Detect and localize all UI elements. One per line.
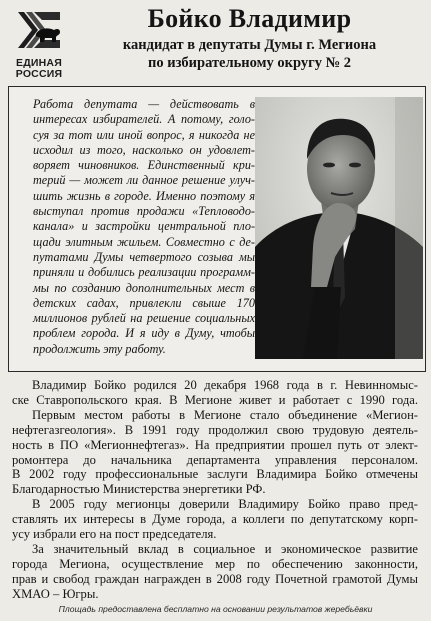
bio-line: За значительный вклад в социальное и экономическое развитие <box>32 541 418 556</box>
bio-line: города Мегиона, осуществление мер по обеспечению законности, <box>12 556 418 571</box>
candidate-portrait-icon <box>255 97 423 359</box>
quote-line: путатами Думы четвертого созыва мы <box>33 249 255 264</box>
logo-text-bottom: РОССИЯ <box>15 68 63 80</box>
logo-text-top: ЕДИНАЯ <box>16 57 62 69</box>
bio-line: ставлять их интересы в Думе города, а коллеги по депутатскому корп- <box>12 512 418 527</box>
quote-line: проблем города. И я иду в Думу, чтобы <box>33 326 255 341</box>
bio-line: ске Ставропольского края. В Мегионе живет и работает с 1990 года. <box>12 392 418 407</box>
quote-box <box>8 86 426 372</box>
bio-line: В 2002 году профессиональные заслуги Владимира Бойко отмечены <box>12 467 418 482</box>
quote-line: миллионов рублей на решение социальных <box>33 311 255 326</box>
bear-emblem-icon <box>14 6 64 56</box>
quote-line: исходил из того, насколько он удовлет- <box>33 142 255 157</box>
candidate-photo <box>255 97 423 359</box>
bio-line: прав и свобод граждан награжден в 2008 году Почетной грамотой Думы <box>12 571 418 586</box>
quote-line: щади элитным жильем. Совместно с де- <box>33 234 255 249</box>
bio-line: ромонтера до начальника департамента управления персоналом. <box>12 452 418 467</box>
quote-line: детских садах, привлекли свыше 170 <box>33 295 255 310</box>
quote-line: терий — может ли данное решение улуч- <box>33 173 255 188</box>
quote-line: суя за тот или иной вопрос, я никогда не <box>33 127 255 142</box>
bio-line: усу избрали его на пост председателя. <box>12 527 217 542</box>
quote-line: шить жизнь в городе. Именно поэтому я <box>33 188 255 203</box>
quote-line: мы по созданию дополнительных мест в <box>33 280 255 295</box>
quote-line: интересах избирателей. А потому, голо- <box>33 112 255 127</box>
bio-line: Благодарностью Министерства энергетики РФ. <box>12 482 266 497</box>
candidate-quote <box>33 97 255 357</box>
bio-line: ность в ПО «Мегионнефтегаз». На предприятии прошел путь от элект- <box>12 437 418 452</box>
candidate-subtitle-line-2: по избирательному округу № 2 <box>147 55 352 71</box>
quote-line: приняли и добились реализации программ- <box>33 265 255 280</box>
quote-line: канала» и застройки центральной пло- <box>33 219 255 234</box>
candidate-biography <box>12 378 418 602</box>
candidate-subtitle-line-1: кандидат в депутаты Думы г. Мегиона <box>122 37 377 53</box>
bio-line: Владимир Бойко родился 20 декабря 1968 года в г. Невинномыс- <box>32 378 418 392</box>
bio-line: В 2005 году мегионцы доверили Владимиру Бойко право пред- <box>32 497 418 512</box>
party-logo <box>8 6 70 80</box>
bio-line: Первым местом работы в Мегионе стало объединение «Мегион- <box>32 407 418 422</box>
quote-line: Работа депутата — действовать в <box>33 97 255 111</box>
bio-line: нефтегазгеология». В 1991 году продолжил свою трудовую деятель- <box>12 422 418 437</box>
publication-footnote: Площадь предоставлена бесплатно на основании результатов жеребьёвки <box>58 604 373 614</box>
quote-line: воряет чиновников. Единственный кри- <box>33 158 255 173</box>
quote-line: продолжить эту работу. <box>33 341 166 356</box>
quote-line: выступал против продажи «Тепловодо- <box>33 204 255 219</box>
bio-line: ХМАО – Югры. <box>12 586 99 601</box>
candidate-name-title: Бойко Владимир <box>147 4 352 33</box>
